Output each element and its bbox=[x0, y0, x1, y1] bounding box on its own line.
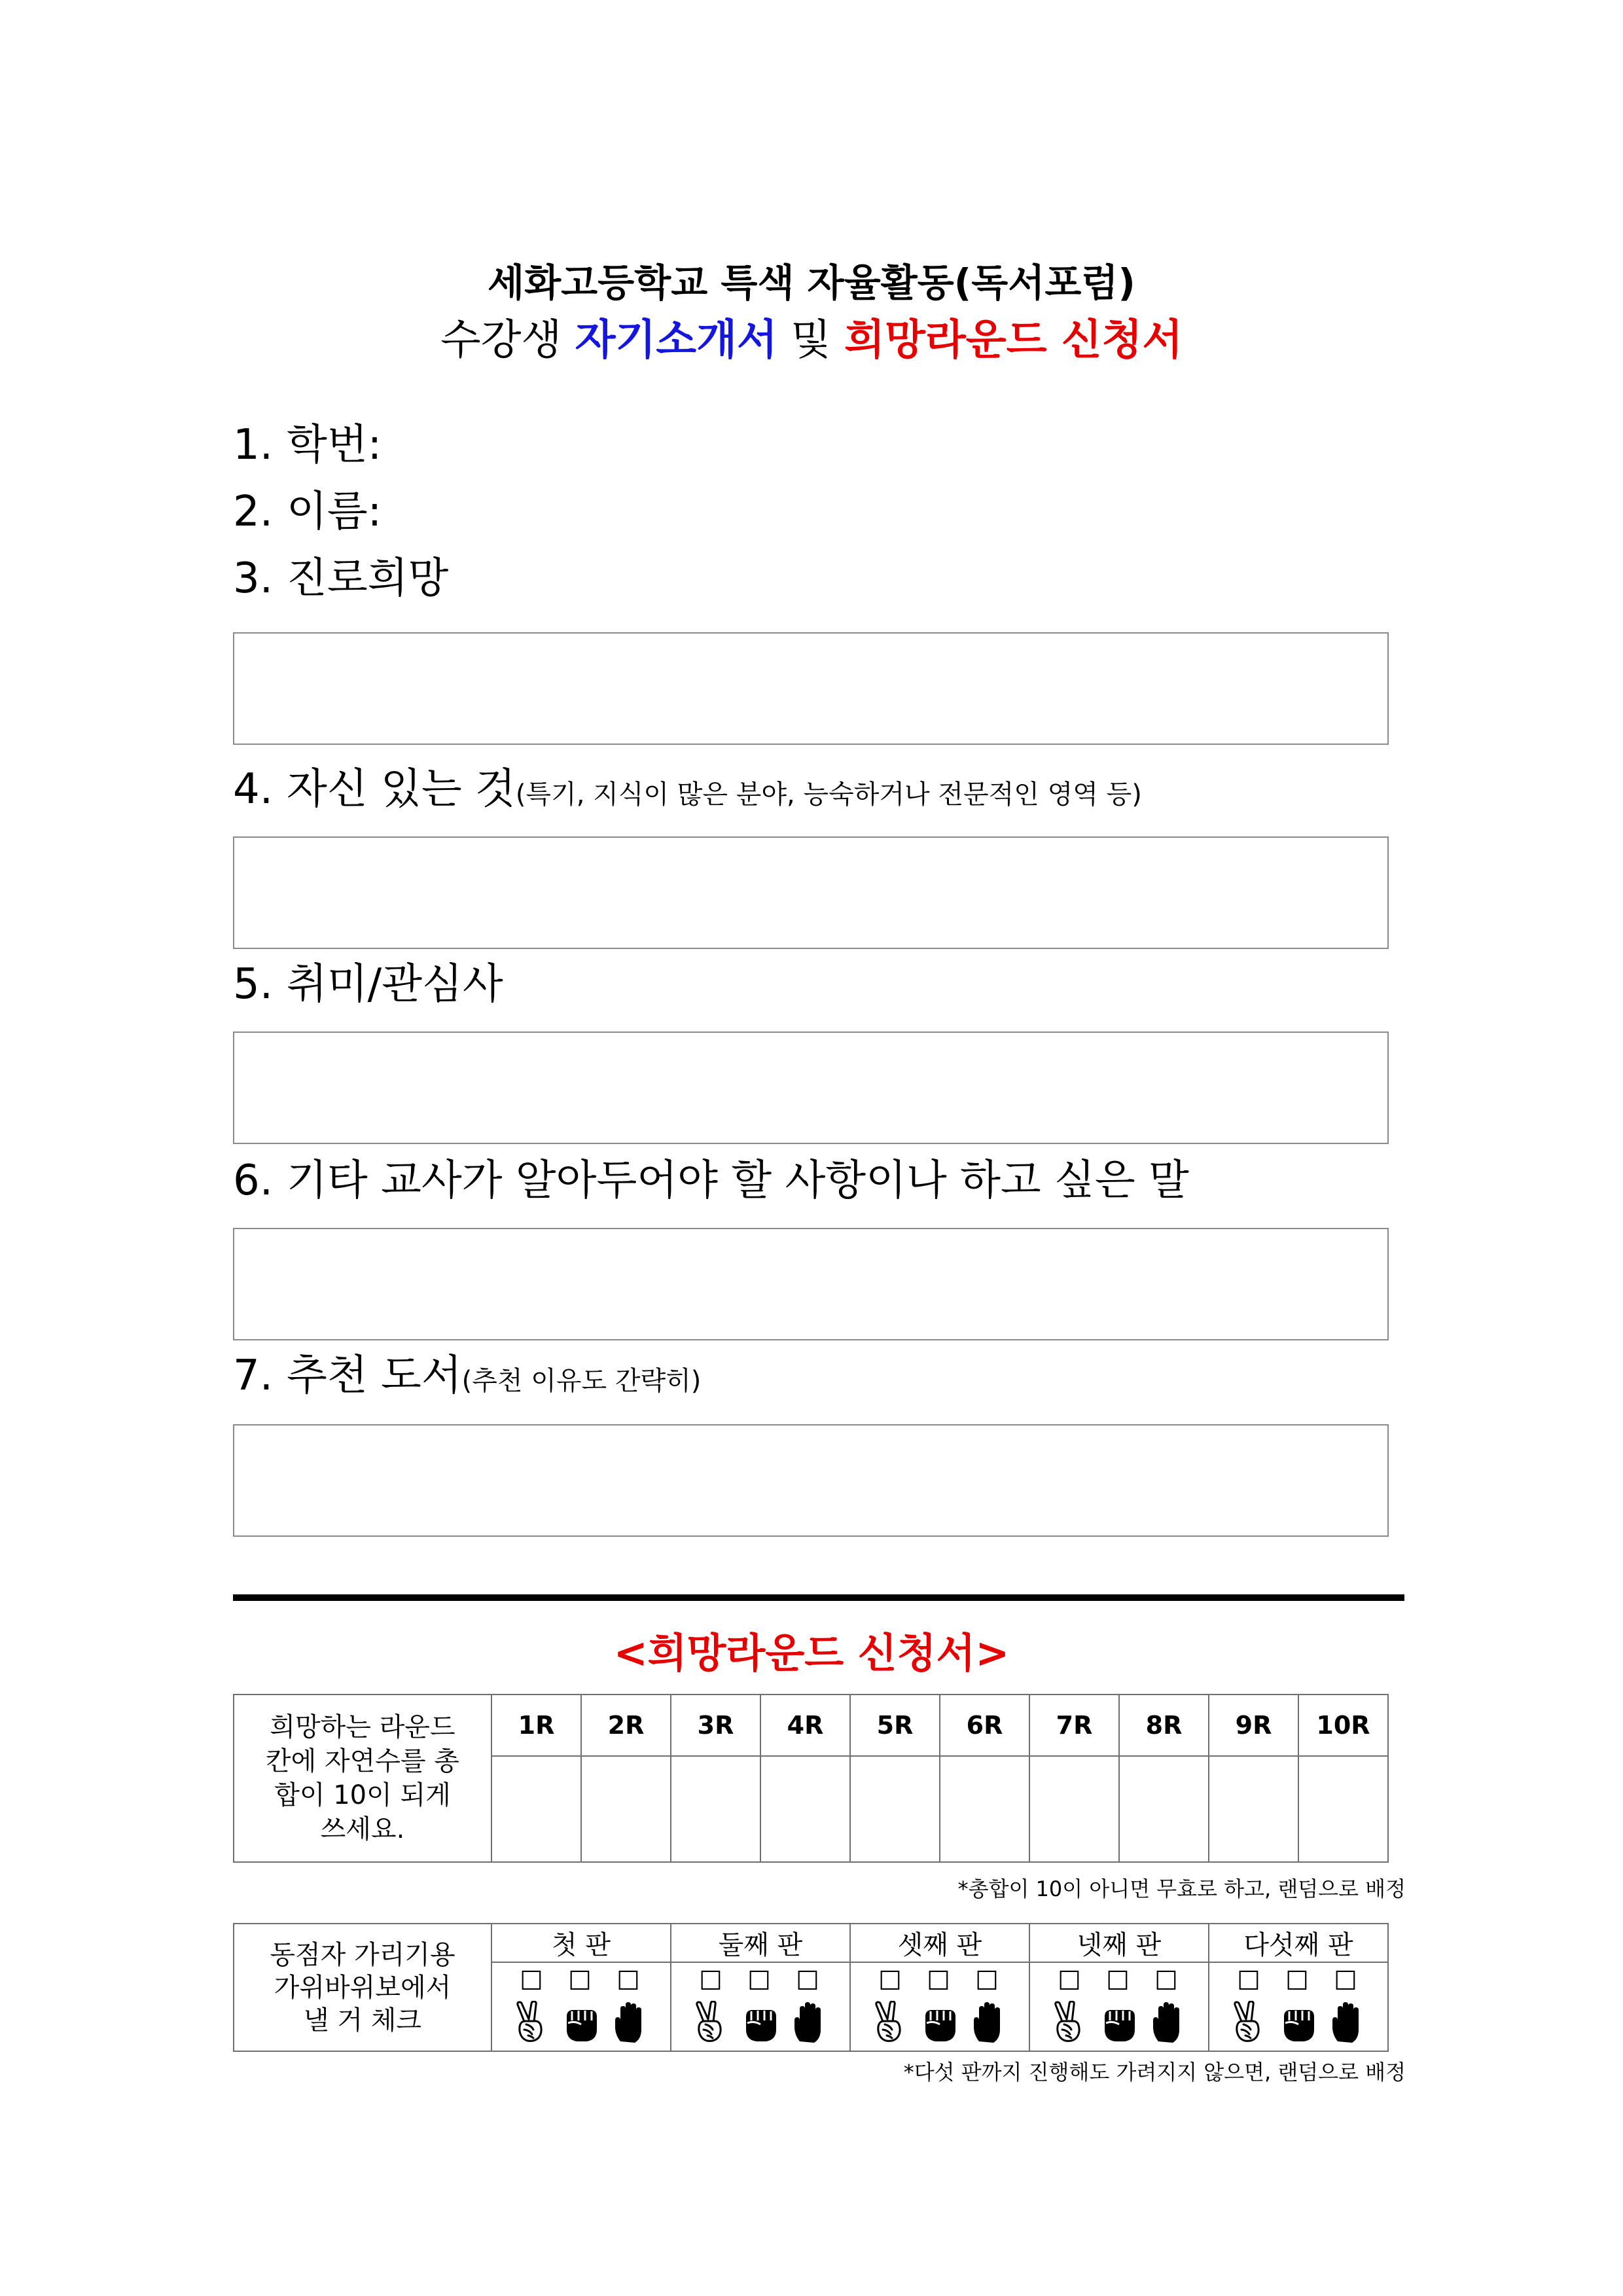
paper-checkbox[interactable]: ☐ bbox=[616, 1966, 643, 1996]
field-strengths-label bbox=[233, 762, 1142, 822]
round-header-5r: 5R bbox=[850, 1695, 940, 1756]
instruction-line: 칸에 자연수를 총 bbox=[266, 1746, 459, 1776]
item-number: 6. bbox=[233, 1157, 274, 1205]
round-input-4r[interactable] bbox=[760, 1756, 850, 1862]
round-input-3r[interactable] bbox=[671, 1756, 760, 1862]
scissors-checkbox[interactable]: ☐ bbox=[1237, 1966, 1263, 1996]
paper-checkbox[interactable]: ☐ bbox=[975, 1966, 1001, 1996]
subtitle-round-application: 희망라운드 신청서 bbox=[844, 316, 1183, 365]
paper-hand-icon bbox=[969, 2001, 1010, 2044]
rock-fist-icon bbox=[1099, 2001, 1139, 2044]
round-header-4r: 4R bbox=[760, 1695, 850, 1756]
paper-hand-icon bbox=[611, 2001, 651, 2044]
scissors-hand-icon bbox=[1049, 2001, 1090, 2044]
rock-checkbox[interactable]: ☐ bbox=[747, 1966, 774, 1996]
instruction-line: 쓰세요. bbox=[320, 1814, 405, 1844]
paper-hand-icon bbox=[1328, 2001, 1368, 2044]
subtitle-self-intro: 자기소개서 bbox=[575, 316, 777, 365]
tiebreak-note: *다섯 판까지 진행해도 가려지지 않으면, 랜덤으로 배정 bbox=[903, 2060, 1406, 2085]
game-header-3: 셋째 판 bbox=[850, 1924, 1029, 1962]
game-choice-cell bbox=[491, 1962, 671, 2051]
item-hint: (특기, 지식이 많은 분야, 능숙하거나 전문적인 영역 등) bbox=[515, 780, 1142, 810]
field-career-label bbox=[233, 551, 448, 606]
subtitle-prefix: 수강생 bbox=[440, 316, 575, 365]
item-number: 4. bbox=[233, 765, 274, 814]
item-label: 진로희망 bbox=[287, 554, 449, 603]
item-label: 이름: bbox=[287, 488, 382, 536]
section-divider bbox=[233, 1594, 1404, 1601]
subtitle-conjunction: 및 bbox=[777, 316, 845, 365]
item-number: 5. bbox=[233, 960, 274, 1009]
paper-checkbox[interactable]: ☐ bbox=[1154, 1966, 1181, 1996]
instruction-line: 희망하는 라운드 bbox=[270, 1712, 455, 1742]
rock-checkbox[interactable]: ☐ bbox=[927, 1966, 953, 1996]
field-student-id bbox=[233, 418, 382, 473]
scissors-checkbox[interactable]: ☐ bbox=[699, 1966, 725, 1996]
tiebreak-label-line: 낼 거 체크 bbox=[304, 2005, 421, 2036]
scissors-hand-icon bbox=[870, 2001, 910, 2044]
round-input-5r[interactable] bbox=[850, 1756, 940, 1862]
round-header-2r: 2R bbox=[581, 1695, 671, 1756]
item-hint: (추천 이유도 간략히) bbox=[461, 1366, 702, 1396]
document-subtitle bbox=[0, 313, 1623, 368]
game-header-1: 첫 판 bbox=[491, 1924, 671, 1962]
field-hobbies-label bbox=[233, 957, 503, 1012]
game-header-5: 다섯째 판 bbox=[1209, 1924, 1388, 1962]
item-number: 2. bbox=[233, 488, 274, 536]
instruction-line: 합이 10이 되게 bbox=[274, 1780, 451, 1810]
field-book-label bbox=[233, 1348, 701, 1408]
field-notes-label bbox=[233, 1153, 1189, 1208]
hobbies-answer-box[interactable] bbox=[233, 1031, 1389, 1144]
item-label: 추천 도서 bbox=[287, 1352, 462, 1400]
rock-fist-icon bbox=[1278, 2001, 1319, 2044]
rock-fist-icon bbox=[740, 2001, 781, 2044]
field-name bbox=[233, 484, 382, 539]
round-header-9r: 9R bbox=[1209, 1695, 1298, 1756]
game-choice-cell bbox=[850, 1962, 1029, 2051]
round-header-3r: 3R bbox=[671, 1695, 760, 1756]
tiebreak-label bbox=[234, 1924, 491, 2051]
notes-answer-box[interactable] bbox=[233, 1228, 1389, 1340]
round-input-1r[interactable] bbox=[491, 1756, 581, 1862]
game-choice-cell bbox=[1029, 1962, 1209, 2051]
item-label: 자신 있는 것 bbox=[287, 765, 516, 814]
round-header-8r: 8R bbox=[1119, 1695, 1209, 1756]
tiebreak-table bbox=[233, 1923, 1389, 2052]
item-number: 1. bbox=[233, 421, 274, 469]
scissors-checkbox[interactable]: ☐ bbox=[1058, 1966, 1084, 1996]
rock-checkbox[interactable]: ☐ bbox=[568, 1966, 594, 1996]
document-title: 세화고등학교 특색 자율활동(독서포럼) bbox=[488, 260, 1135, 305]
round-instruction bbox=[234, 1695, 491, 1862]
book-answer-box[interactable] bbox=[233, 1424, 1389, 1537]
item-label: 취미/관심사 bbox=[287, 960, 503, 1009]
round-input-8r[interactable] bbox=[1119, 1756, 1209, 1862]
rock-fist-icon bbox=[919, 2001, 960, 2044]
round-table bbox=[233, 1694, 1389, 1863]
round-input-9r[interactable] bbox=[1209, 1756, 1298, 1862]
scissors-hand-icon bbox=[690, 2001, 731, 2044]
round-input-2r[interactable] bbox=[581, 1756, 671, 1862]
item-number: 7. bbox=[233, 1352, 274, 1400]
game-header-4: 넷째 판 bbox=[1029, 1924, 1209, 1962]
round-header-7r: 7R bbox=[1029, 1695, 1119, 1756]
round-input-10r[interactable] bbox=[1298, 1756, 1388, 1862]
game-header-2: 둘째 판 bbox=[671, 1924, 850, 1962]
item-label: 기타 교사가 알아두어야 할 사항이나 하고 싶은 말 bbox=[287, 1157, 1189, 1205]
round-header-1r: 1R bbox=[491, 1695, 581, 1756]
strengths-answer-box[interactable] bbox=[233, 836, 1389, 949]
scissors-checkbox[interactable]: ☐ bbox=[520, 1966, 546, 1996]
tiebreak-label-line: 가위바위보에서 bbox=[274, 1972, 452, 2003]
round-header-6r: 6R bbox=[940, 1695, 1029, 1756]
item-label: 학번: bbox=[287, 421, 382, 469]
paper-checkbox[interactable]: ☐ bbox=[796, 1966, 822, 1996]
paper-checkbox[interactable]: ☐ bbox=[1334, 1966, 1360, 1996]
paper-hand-icon bbox=[1149, 2001, 1189, 2044]
paper-hand-icon bbox=[790, 2001, 830, 2044]
round-input-6r[interactable] bbox=[940, 1756, 1029, 1862]
rock-checkbox[interactable]: ☐ bbox=[1285, 1966, 1311, 1996]
scissors-hand-icon bbox=[511, 2001, 552, 2044]
round-input-7r[interactable] bbox=[1029, 1756, 1119, 1862]
scissors-checkbox[interactable]: ☐ bbox=[878, 1966, 904, 1996]
tiebreak-label-line: 동점자 가리기용 bbox=[270, 1939, 455, 1970]
scissors-hand-icon bbox=[1228, 2001, 1269, 2044]
career-answer-box[interactable] bbox=[233, 632, 1389, 745]
game-choice-cell bbox=[1209, 1962, 1388, 2051]
rock-checkbox[interactable]: ☐ bbox=[1106, 1966, 1132, 1996]
item-number: 3. bbox=[233, 554, 274, 603]
round-section-title: <희망라운드 신청서> bbox=[613, 1629, 1010, 1677]
rock-fist-icon bbox=[561, 2001, 601, 2044]
round-note: *총합이 10이 아니면 무효로 하고, 랜덤으로 배정 bbox=[957, 1876, 1406, 1901]
round-header-10r: 10R bbox=[1298, 1695, 1388, 1756]
game-choice-cell bbox=[671, 1962, 850, 2051]
